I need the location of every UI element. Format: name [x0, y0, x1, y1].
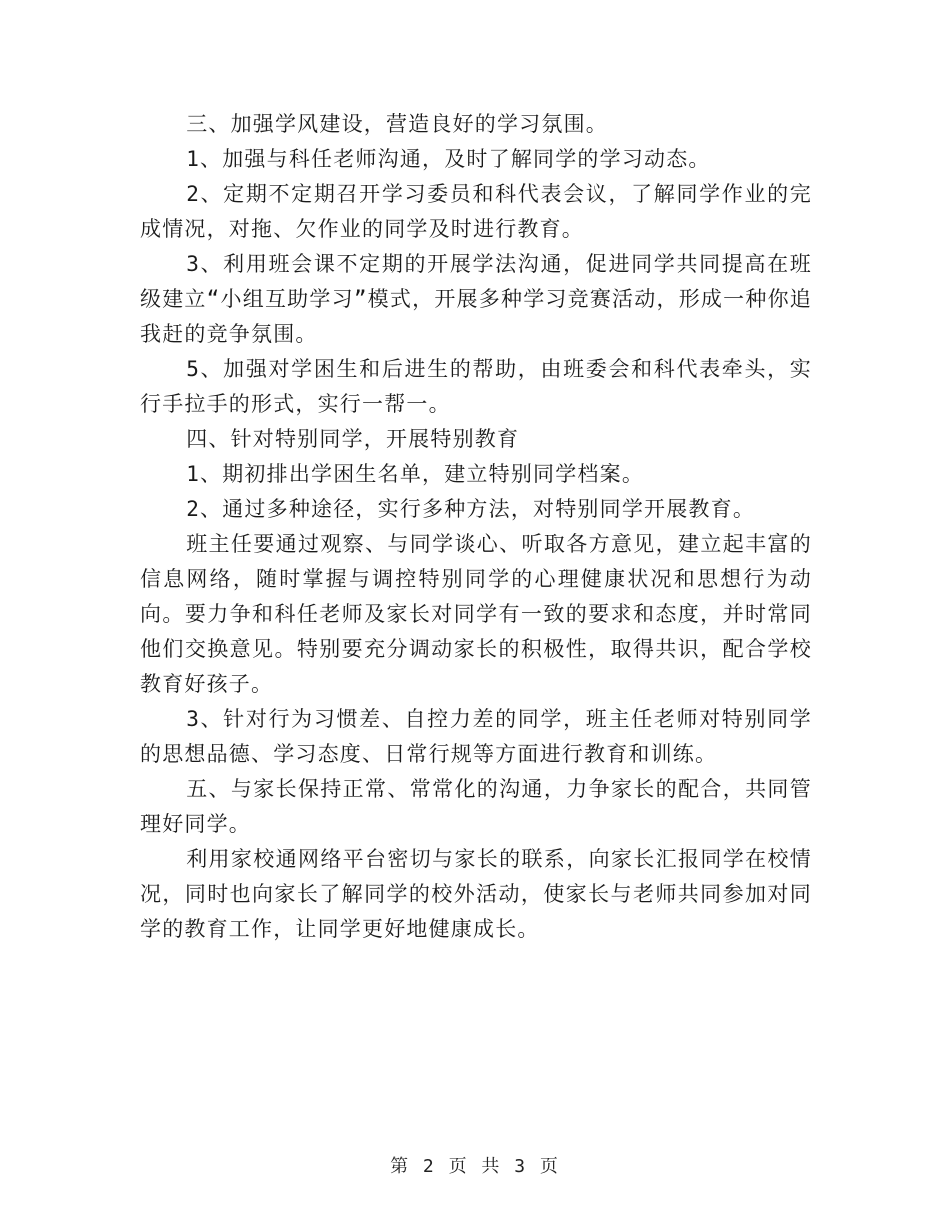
paragraph-item: 3、利用班会课不定期的开展学法沟通，促进同学共同提高在班级建立“小组互助学习”模式，开展多种学习竞赛活动，形成一种你追我赶的竞争氛围。 [140, 252, 812, 346]
section-heading-special-students: 四、针对特别同学，开展特别教育 [186, 427, 520, 451]
paragraph-item: 5、加强对学困生和后进生的帮助，由班委会和科代表牵头，实行手拉手的形式，实行一帮一。 [140, 357, 812, 416]
paragraph-item: 班主任要通过观察、与同学谈心、听取各方意见，建立起丰富的信息网络，随时掌握与调控特别同学的心理健康状况和思想行为动向。要力争和科任老师及家长对同学有一致的要求和态度，并时常同他们交换意见。特别要充分调动家长的积极性，取得共识，配合学校教育好孩子。 [140, 532, 812, 696]
paragraph-item: 1、加强与科任老师沟通，及时了解同学的学习动态。 [186, 147, 711, 171]
paragraph-item: 2、定期不定期召开学习委员和科代表会议，了解同学作业的完成情况，对拖、欠作业的同学及时进行教育。 [140, 182, 812, 241]
paragraph-item: 3、针对行为习惯差、自控力差的同学，班主任老师对特别同学的思想品德、学习态度、日常行规等方面进行教育和训练。 [140, 707, 812, 766]
document-body [140, 107, 812, 947]
paragraph-item: 利用家校通网络平台密切与家长的联系，向家长汇报同学在校情况，同时也向家长了解同学的校外活动，使家长与老师共同参加对同学的教育工作，让同学更好地健康成长。 [140, 847, 812, 941]
page-number-footer: 第 2 页 共 3 页 [390, 1156, 560, 1177]
paragraph-item: 2、通过多种途径，实行多种方法，对特别同学开展教育。 [186, 497, 756, 521]
section-heading-study-atmosphere: 三、加强学风建设，营造良好的学习氛围。 [186, 112, 608, 136]
section-heading-parent-communication: 五、与家长保持正常、常常化的沟通，力争家长的配合，共同管理好同学。 [140, 777, 812, 836]
paragraph-item: 1、期初排出学困生名单，建立特别同学档案。 [186, 462, 645, 486]
